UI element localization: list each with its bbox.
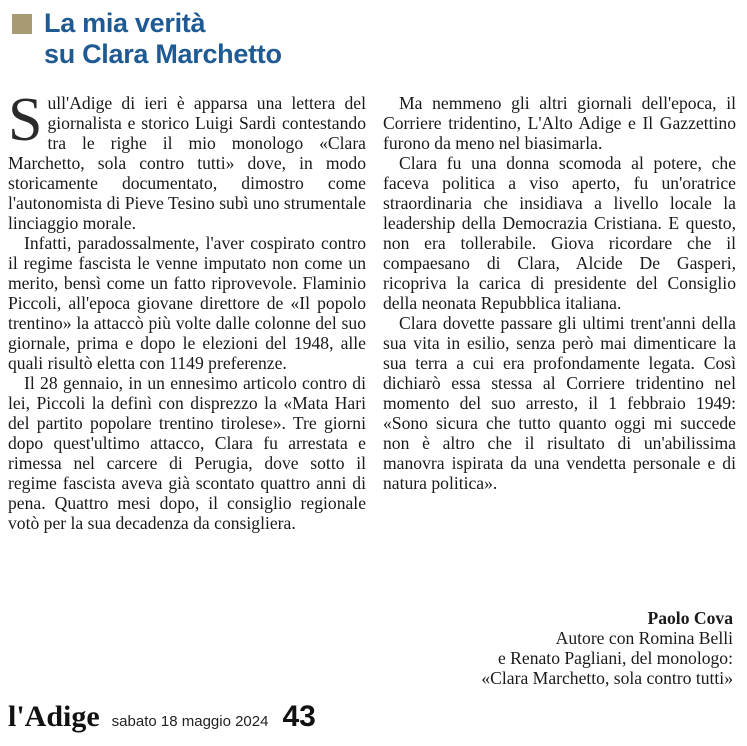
page-footer: [8, 700, 316, 734]
author-name: Paolo Cova: [647, 608, 733, 628]
right-column: [383, 93, 736, 493]
left-column: [8, 86, 366, 533]
title-marker: [12, 14, 32, 34]
paragraph-5: Clara fu una donna scomoda al potere, che faceva politica a viso aperto, fu un'oratrice straordinaria che insidiava a livello locale la leadership della Democrazia Cristiana. E questo, non era tollerabile. Giova ricordare che il compaesano di Clara, Alcide De Gasperi, ricopriva la carica di presidente del Consiglio della neonata Repubblica italiana.: [383, 153, 736, 313]
title-line-2: su Clara Marchetto: [44, 39, 282, 69]
paragraph-1: Sull'Adige di ieri è apparsa una lettera del giornalista e storico Luigi Sardi contestando tra le righe il mio monologo «Clara Marchetto, sola contro tutti» dove, in modo storicamente documentato, dimostro come l'autonomista di Pieve Tesino subì uno strumentale linciaggio morale.: [8, 86, 366, 233]
newspaper-logo: l'Adige: [8, 700, 100, 733]
title-line-1: La mia verità: [44, 8, 206, 38]
author-signature: [481, 608, 733, 688]
issue-date: sabato 18 maggio 2024: [111, 713, 269, 730]
dropcap: S: [8, 86, 43, 154]
author-credit-2: e Renato Pagliani, del monologo:: [497, 648, 733, 668]
paragraph-2: Infatti, paradossalmente, l'aver cospirato contro il regime fascista le venne imputato non come un merito, bensì come un fatto riprovevole. Flaminio Piccoli, all'epoca giovane direttore de «Il popolo trentino» la attaccò più volte dalle colonne del suo giornale, prima e dopo le elezioni del 1948, alle quali risultò eletta con 1149 preferenze.: [8, 233, 366, 373]
article-title: [44, 8, 282, 70]
paragraph-6: Clara dovette passare gli ultimi trent'anni della sua vita in esilio, senza però mai dimenticare la sua terra a cui era profondamente legata. Così dichiarò essa stessa al Corriere tridentino nel momento del suo arresto, il 1 febbraio 1949: «Sono sicura che tutto quanto oggi mi succede non è altro che il risultato di un'abilissima manovra ispirata da una vendetta personale e di natura politica».: [383, 313, 736, 493]
paragraph-3: Il 28 gennaio, in un ennesimo articolo contro di lei, Piccoli la definì con disprezzo la «Mata Hari del partito popolare trentino tirolese». Tre giorni dopo quest'ultimo attacco, Clara fu arrestata e rimessa nel carcere di Perugia, dove sotto il regime fascista aveva già scontato quattro anni di pena. Quattro mesi dopo, il consiglio regionale votò per la sua decadenza da consigliera.: [8, 373, 366, 533]
paragraph-4: Ma nemmeno gli altri giornali dell'epoca, il Corriere tridentino, L'Alto Adige e Il Gazzettino furono da meno nel biasimarla.: [383, 93, 736, 153]
author-credit-3: «Clara Marchetto, sola contro tutti»: [481, 668, 733, 688]
page-number: 43: [282, 700, 316, 733]
author-credit-1: Autore con Romina Belli: [555, 628, 733, 648]
